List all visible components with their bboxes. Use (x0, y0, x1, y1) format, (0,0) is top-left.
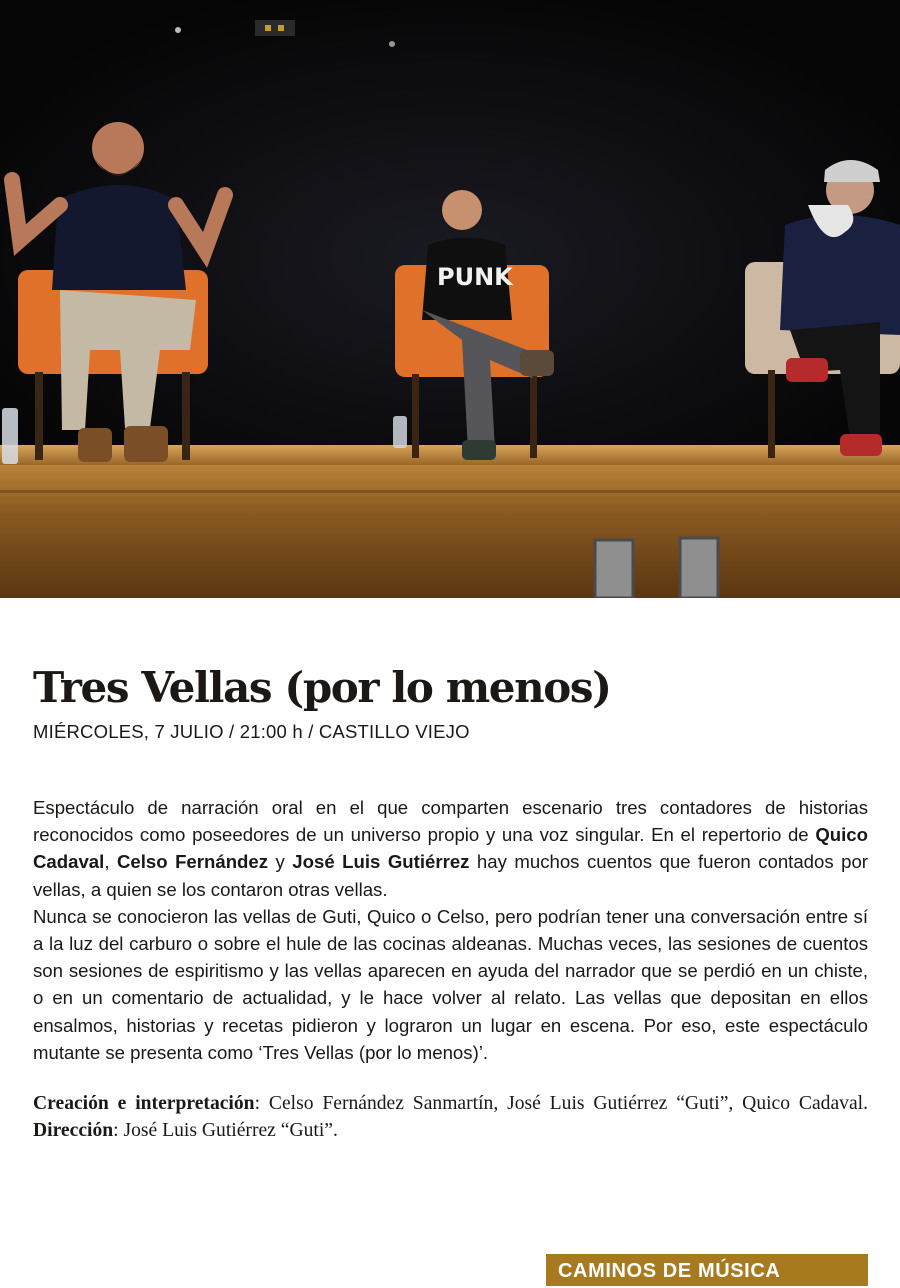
separator-text: , (104, 851, 117, 873)
section-tag: CAMINOS DE MÚSICA (546, 1254, 868, 1286)
performer-name: José Luis Gutiérrez (292, 851, 470, 873)
event-title: Tres Vellas (por lo menos) (33, 663, 611, 712)
water-bottle (2, 408, 18, 464)
separator-text: y (268, 851, 293, 873)
credits-creation-label: Creación e interpretación (33, 1093, 255, 1115)
stage-front (0, 465, 900, 598)
shirt-text: PUNK (437, 263, 513, 291)
description-paragraph-1 (33, 794, 868, 903)
credits-direction-label: Dirección (33, 1120, 114, 1142)
stage-monitor-right (680, 538, 718, 598)
stage-photo (0, 0, 900, 598)
performer-name: Quico Cadaval (33, 824, 868, 873)
ceiling-light (255, 20, 295, 36)
stage-photo-illustration (0, 0, 900, 598)
event-credits (33, 1090, 868, 1144)
stage-monitor-left (595, 540, 633, 598)
water-bottle (393, 416, 407, 448)
event-date-location: MIÉRCOLES, 7 JULIO / 21:00 h / CASTILLO VIEJO (33, 721, 470, 742)
performer-name: Celso Fernández (116, 851, 269, 873)
event-content (33, 660, 868, 1144)
credits-direction-value: : José Luis Gutiérrez “Guti”. (113, 1120, 338, 1142)
description-text: Espectáculo de narración oral en el que comparten escenario tres contadores de historias reconocidos como poseedores de un universo propio y una voz singular. En el repertorio de (33, 797, 868, 846)
description-text: hay muchos cuentos que fueron contados por vellas, a quien se los contaron otras vellas. (33, 851, 868, 900)
credits-creation-value: : Celso Fernández Sanmartín, José Luis Gutiérrez “Guti”, Quico Cadaval. (254, 1093, 868, 1115)
description-paragraph-2: Nunca se conocieron las vellas de Guti, Quico o Celso, pero podrían tener una conversación entre sí a la luz del carburo o sobre el hule de las cocinas aldeanas. Muchas veces, las sesiones de cuentos son sesiones de espiritismo y las vellas aparecen en ayuda del narrador que se perdió en un chiste, o en un comentario de actualidad, y le hace volver al relato. Las vellas que depositan en ellos ensalmos, historias y recetas pidieron y lograron un lugar en escena. Por eso, este espectáculo mutante se presenta como ‘Tres Vellas (por lo menos)’. (33, 905, 868, 1063)
event-description (33, 794, 868, 1066)
